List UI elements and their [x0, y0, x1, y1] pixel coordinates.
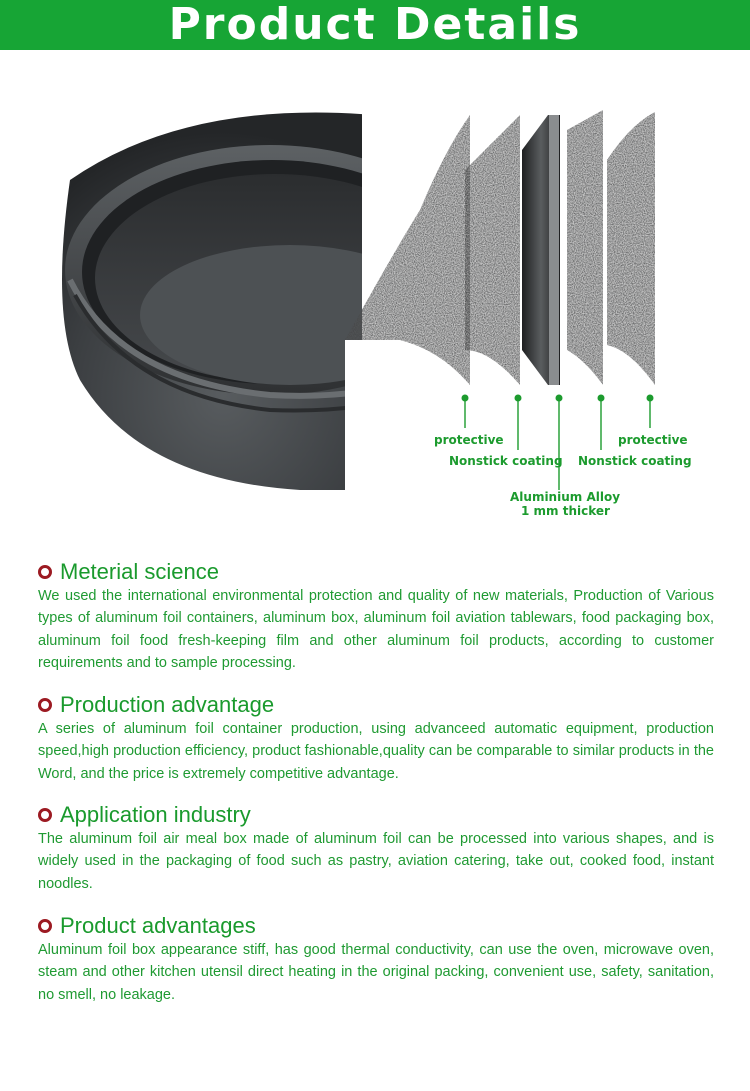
label-protective-left: protective [434, 433, 504, 447]
section-body: Aluminum foil box appearance stiff, has good thermal conductivity, can use the oven, microwave oven, steam and other kitchen utensil direct heating in the original packing, convenient use, safety, sanitation, no smell, no leakage. [38, 942, 714, 1003]
layer-cross-section [345, 110, 655, 385]
label-protective-right: protective [618, 433, 688, 447]
bullet-ring-icon [38, 565, 52, 579]
label-nonstick-left: Nonstick coating [449, 454, 563, 468]
section-body: We used the international environmental protection and quality of new materials, Production of Various types of aluminum foil containers, aluminum box, aluminum foil aviation tablewars, food packaging box, aluminum foil food fresh-keeping film and other aluminum foil products, according to customer requirements and to sample processing. [38, 588, 714, 671]
section-body: The aluminum foil air meal box made of aluminum foil can be processed into various shapes, and is widely used in the packaging of food such as pastry, aviation catering, take out, cooked food, instant noodles. [38, 831, 714, 892]
header-banner [0, 0, 750, 50]
label-alloy: Aluminium Alloy [510, 490, 621, 504]
bullet-ring-icon [38, 919, 52, 933]
section-production-advantage [38, 692, 714, 785]
section-title: Production advantage [60, 692, 275, 717]
product-illustration [0, 50, 750, 540]
bullet-ring-icon [38, 808, 52, 822]
section-title: Meterial science [60, 559, 219, 584]
section-title: Application industry [60, 802, 251, 827]
section-application-industry [38, 802, 714, 895]
section-body: A series of aluminum foil container production, using advanceed automatic equipment, production speed,high production efficiency, product fashionable,quality can be comparable to similar products in the Word, and the price is extremely competitive advantage. [38, 721, 714, 782]
section-title: Product advantages [60, 913, 256, 938]
section-product-advantages [38, 913, 714, 1006]
section-material-science [38, 559, 714, 674]
label-nonstick-right: Nonstick coating [578, 454, 692, 468]
bullet-ring-icon [38, 698, 52, 712]
label-alloy-thickness: 1 mm thicker [521, 504, 610, 518]
page-title: Product Details [168, 0, 582, 50]
